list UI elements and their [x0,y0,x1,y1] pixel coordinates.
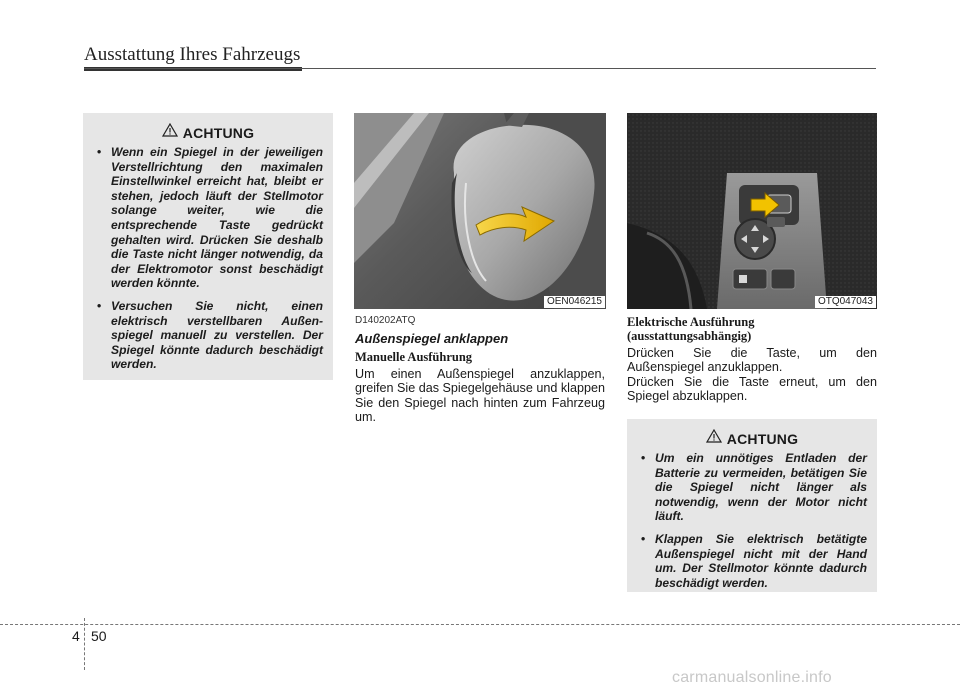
warning-header [627,429,877,448]
warning-item: • Um ein unnötiges Entladen der Batterie zu vermeiden, betätigen Sie die Spiegel nicht länger als notwendig, wenn der Motor nicht läuft. [641,451,867,524]
warning-item: • Versuchen Sie nicht, einen elektrisch verstellbaren Außen-spiegel manuell zu verstellen. Der Spiegel könnte dadurch beschädigt werden. [97,299,323,372]
page-title: Ausstattung Ihres Fahrzeugs [84,44,301,65]
mirror-switch-photo [627,113,877,309]
header-rule [84,68,876,69]
footer-rule [0,624,960,625]
warning-title: ACHTUNG [726,430,799,447]
section-electric-fold [627,315,877,403]
body-paragraph: Um einen Außenspiegel anzuklappen, greifen Sie das Spiegelgehäuse und klappen Sie den Spiegel nach hinten zum Fahrzeug um. [355,367,605,424]
footer-divider [84,618,85,670]
warning-header [83,123,333,142]
watermark: carmanualsonline.info [672,669,832,686]
warning-title: ACHTUNG [182,124,255,141]
figure-code: OEN046215 [544,296,605,308]
switch-panel-illustration [627,113,877,309]
subsection-title: Manuelle Ausführung [355,350,473,364]
warning-item: • Klappen Sie elektrisch betätigte Außenspiegel nicht mit der Hand um. Der Stellmotor könnte dadurch beschädigt werden. [641,532,867,590]
body-paragraph: Drücken Sie die Taste, um den Außenspiegel anzuklappen. [627,346,877,375]
page-number: 50 [91,628,107,644]
figure-code: OTQ047043 [815,296,876,308]
subsection-title: Elektrische Ausführung (ausstattungsabhängig) [627,315,755,343]
warning-triangle-icon [706,429,722,448]
section-manual-fold [355,315,605,424]
warning-list [627,451,877,590]
warning-box-left [83,113,333,380]
warning-triangle-icon [162,123,178,142]
chapter-number: 4 [72,628,80,644]
mirror-illustration [354,113,606,309]
body-paragraph: Drücken Sie die Taste erneut, um den Spiegel abzuklappen. [627,374,877,403]
warning-item: • Wenn ein Spiegel in der jeweiligen Verstellrichtung den maximalen Einstellwinkel erreicht hat, bleibt er stehen, jedoch läuft der Stellmotor solange weiter, wie die entsprechende Taste gedrückt gehalten wird. Drücken Sie deshalb die Taste nicht länger notwendig, da der Elektromotor sonst beschädigt werden könnte. [97,145,323,291]
mirror-fold-photo [354,113,606,309]
warning-list [83,145,333,372]
section-code: D140202ATQ [355,315,416,326]
section-title: Außenspiegel anklappen [355,331,509,346]
warning-box-right [627,419,877,592]
